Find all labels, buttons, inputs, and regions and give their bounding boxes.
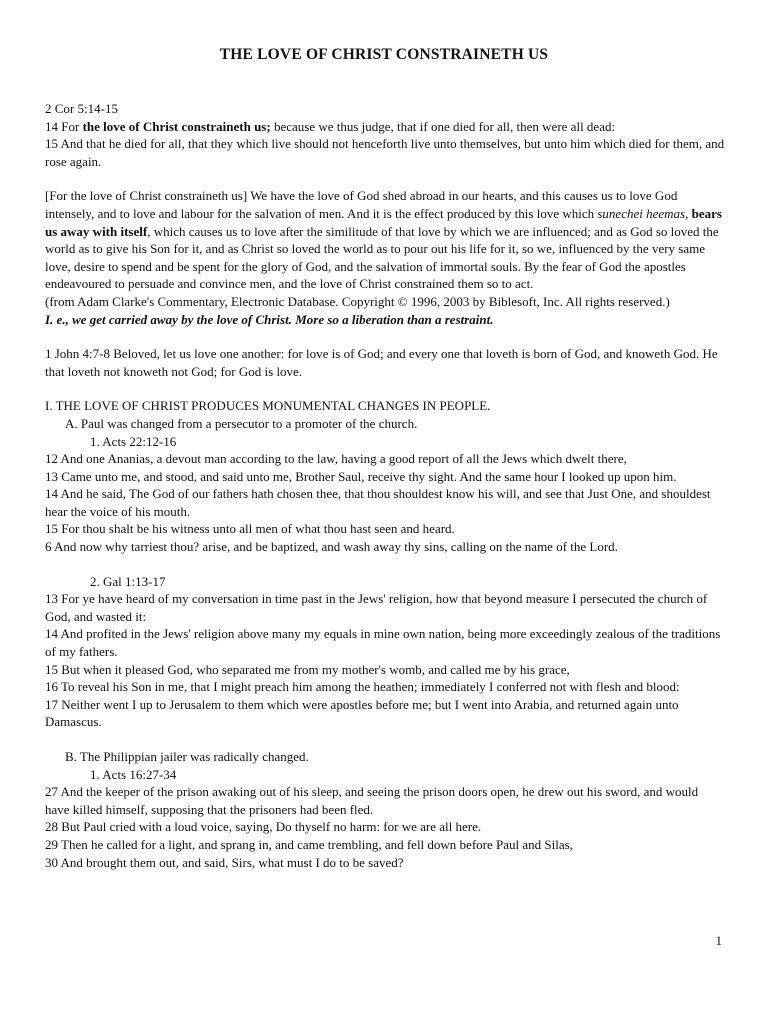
verse-line: 6 And now why tarriest thou? arise, and be baptized, and wash away thy sins, calling on the name of the Lord.	[45, 539, 618, 555]
verse-line: 16 To reveal his Son in me, that I might preach him among the heathen; immediately I conferred not with flesh and blood:	[45, 679, 680, 695]
verse-line: 28 But Paul cried with a loud voice, saying, Do thyself no harm: for we are all here.	[45, 819, 482, 835]
verse-line: 13 For ye have heard of my conversation in time past in the Jews' religion, how that beyond measure I persecuted the church of God, and wasted it:	[45, 591, 708, 624]
document-body	[45, 100, 725, 871]
commentary-part-b: ,	[685, 205, 692, 221]
verse-14-post: because we thus judge, that if one died for all, then were all dead:	[270, 118, 616, 134]
verse-line: 15 But when it pleased God, who separated me from my mother's womb, and called me by his grace,	[45, 661, 570, 677]
verse-14	[45, 118, 725, 136]
verse-line: 14 And he said, The God of our fathers hath chosen thee, that thou shouldest know his will, and see that Just One, and shouldest hear the voice of his mouth.	[45, 486, 711, 519]
subpoint-a1: 1. Acts 22:12-16	[90, 433, 177, 449]
verse-line: 29 Then he called for a light, and sprang in, and came trembling, and fell down before Paul and Silas,	[45, 836, 573, 852]
page-title: THE LOVE OF CHRIST CONSTRAINETH US	[219, 46, 549, 63]
verse-line: 27 And the keeper of the prison awaking out of his sleep, and seeing the prison doors open, he drew out his sword, and would have killed himself, supposing that the prisoners had been fled.	[45, 784, 699, 817]
commentary-part-a: [For the love of Christ constraineth us] We have the love of God shed abroad in our hearts, and this causes us to love God intensely, and to love and labour for the salvation of men. And it is the effect produced by this love which	[45, 188, 678, 221]
section-heading-1: I. THE LOVE OF CHRIST PRODUCES MONUMENTAL CHANGES IN PEOPLE.	[45, 398, 491, 414]
verse-line: 12 And one Ananias, a devout man according to the law, having a good report of all the Jews which dwelt there,	[45, 451, 627, 467]
verse-line: 13 Came unto me, and stood, and said unto me, Brother Saul, receive thy sight. And the same hour I looked up upon him.	[45, 468, 677, 484]
verse-line: 14 And profited in the Jews' religion above many my equals in mine own nation, being more exceedingly zealous of the traditions of my fathers.	[45, 626, 721, 660]
subpoint-b1: 1. Acts 16:27-34	[90, 766, 177, 782]
page-number: 1	[715, 933, 722, 948]
verse-line: 15 For thou shalt be his witness unto all men of what thou hast seen and heard.	[45, 521, 455, 537]
commentary-part-c: , which causes us to love after the similitude of that love by which we are influenced; and as God so loved the world as to give his Son for it, and as Christ so loved the world as to pour out his life for it, so we, influenced by the very same love, desire to spend and be spent for the glory of God, and the salvation of immortal souls. By the fear of God the apostles endeavoured to persuade and convince men, and the love of Christ constrained them so to act.	[45, 223, 719, 292]
verse-line: 30 And brought them out, and said, Sirs, what must I do to be saved?	[45, 854, 404, 870]
subpoint-b: B. The Philippian jailer was radically changed.	[65, 749, 309, 764]
scripture-ref-2cor: 2 Cor 5:14-15	[45, 101, 118, 116]
verse-14-pre: 14 For	[45, 118, 83, 134]
subpoint-a: A. Paul was changed from a persecutor to a promoter of the church.	[65, 415, 418, 431]
verse-line: 17 Neither went I up to Jerusalem to them which were apostles before me; but I went into Arabia, and returned again unto Damascus.	[45, 696, 679, 730]
commentary-greek: sunechei heemas	[597, 205, 686, 221]
commentary-source: (from Adam Clarke's Commentary, Electronic Database. Copyright © 1996, 2003 by Biblesoft, Inc. All rights reserved.)	[45, 293, 670, 309]
commentary-bold: bears us away with itself	[45, 205, 722, 239]
verse-14-bold: the love of Christ constraineth us;	[82, 118, 271, 134]
commentary-paragraph	[45, 187, 725, 293]
john-quote: 1 John 4:7-8 Beloved, let us love one another: for love is of God; and every one that loveth is born of God, and knoweth God. He that loveth not knoweth not God; for God is love.	[45, 346, 718, 379]
subpoint-a2: 2. Gal 1:13-17	[90, 573, 166, 589]
verse-15: 15 And that he died for all, that they which live should not henceforth live unto themselves, but unto him which died for them, and rose again.	[45, 136, 725, 169]
emphasis-note: I. e., we get carried away by the love of Christ. More so a liberation than a restraint.	[45, 311, 494, 327]
